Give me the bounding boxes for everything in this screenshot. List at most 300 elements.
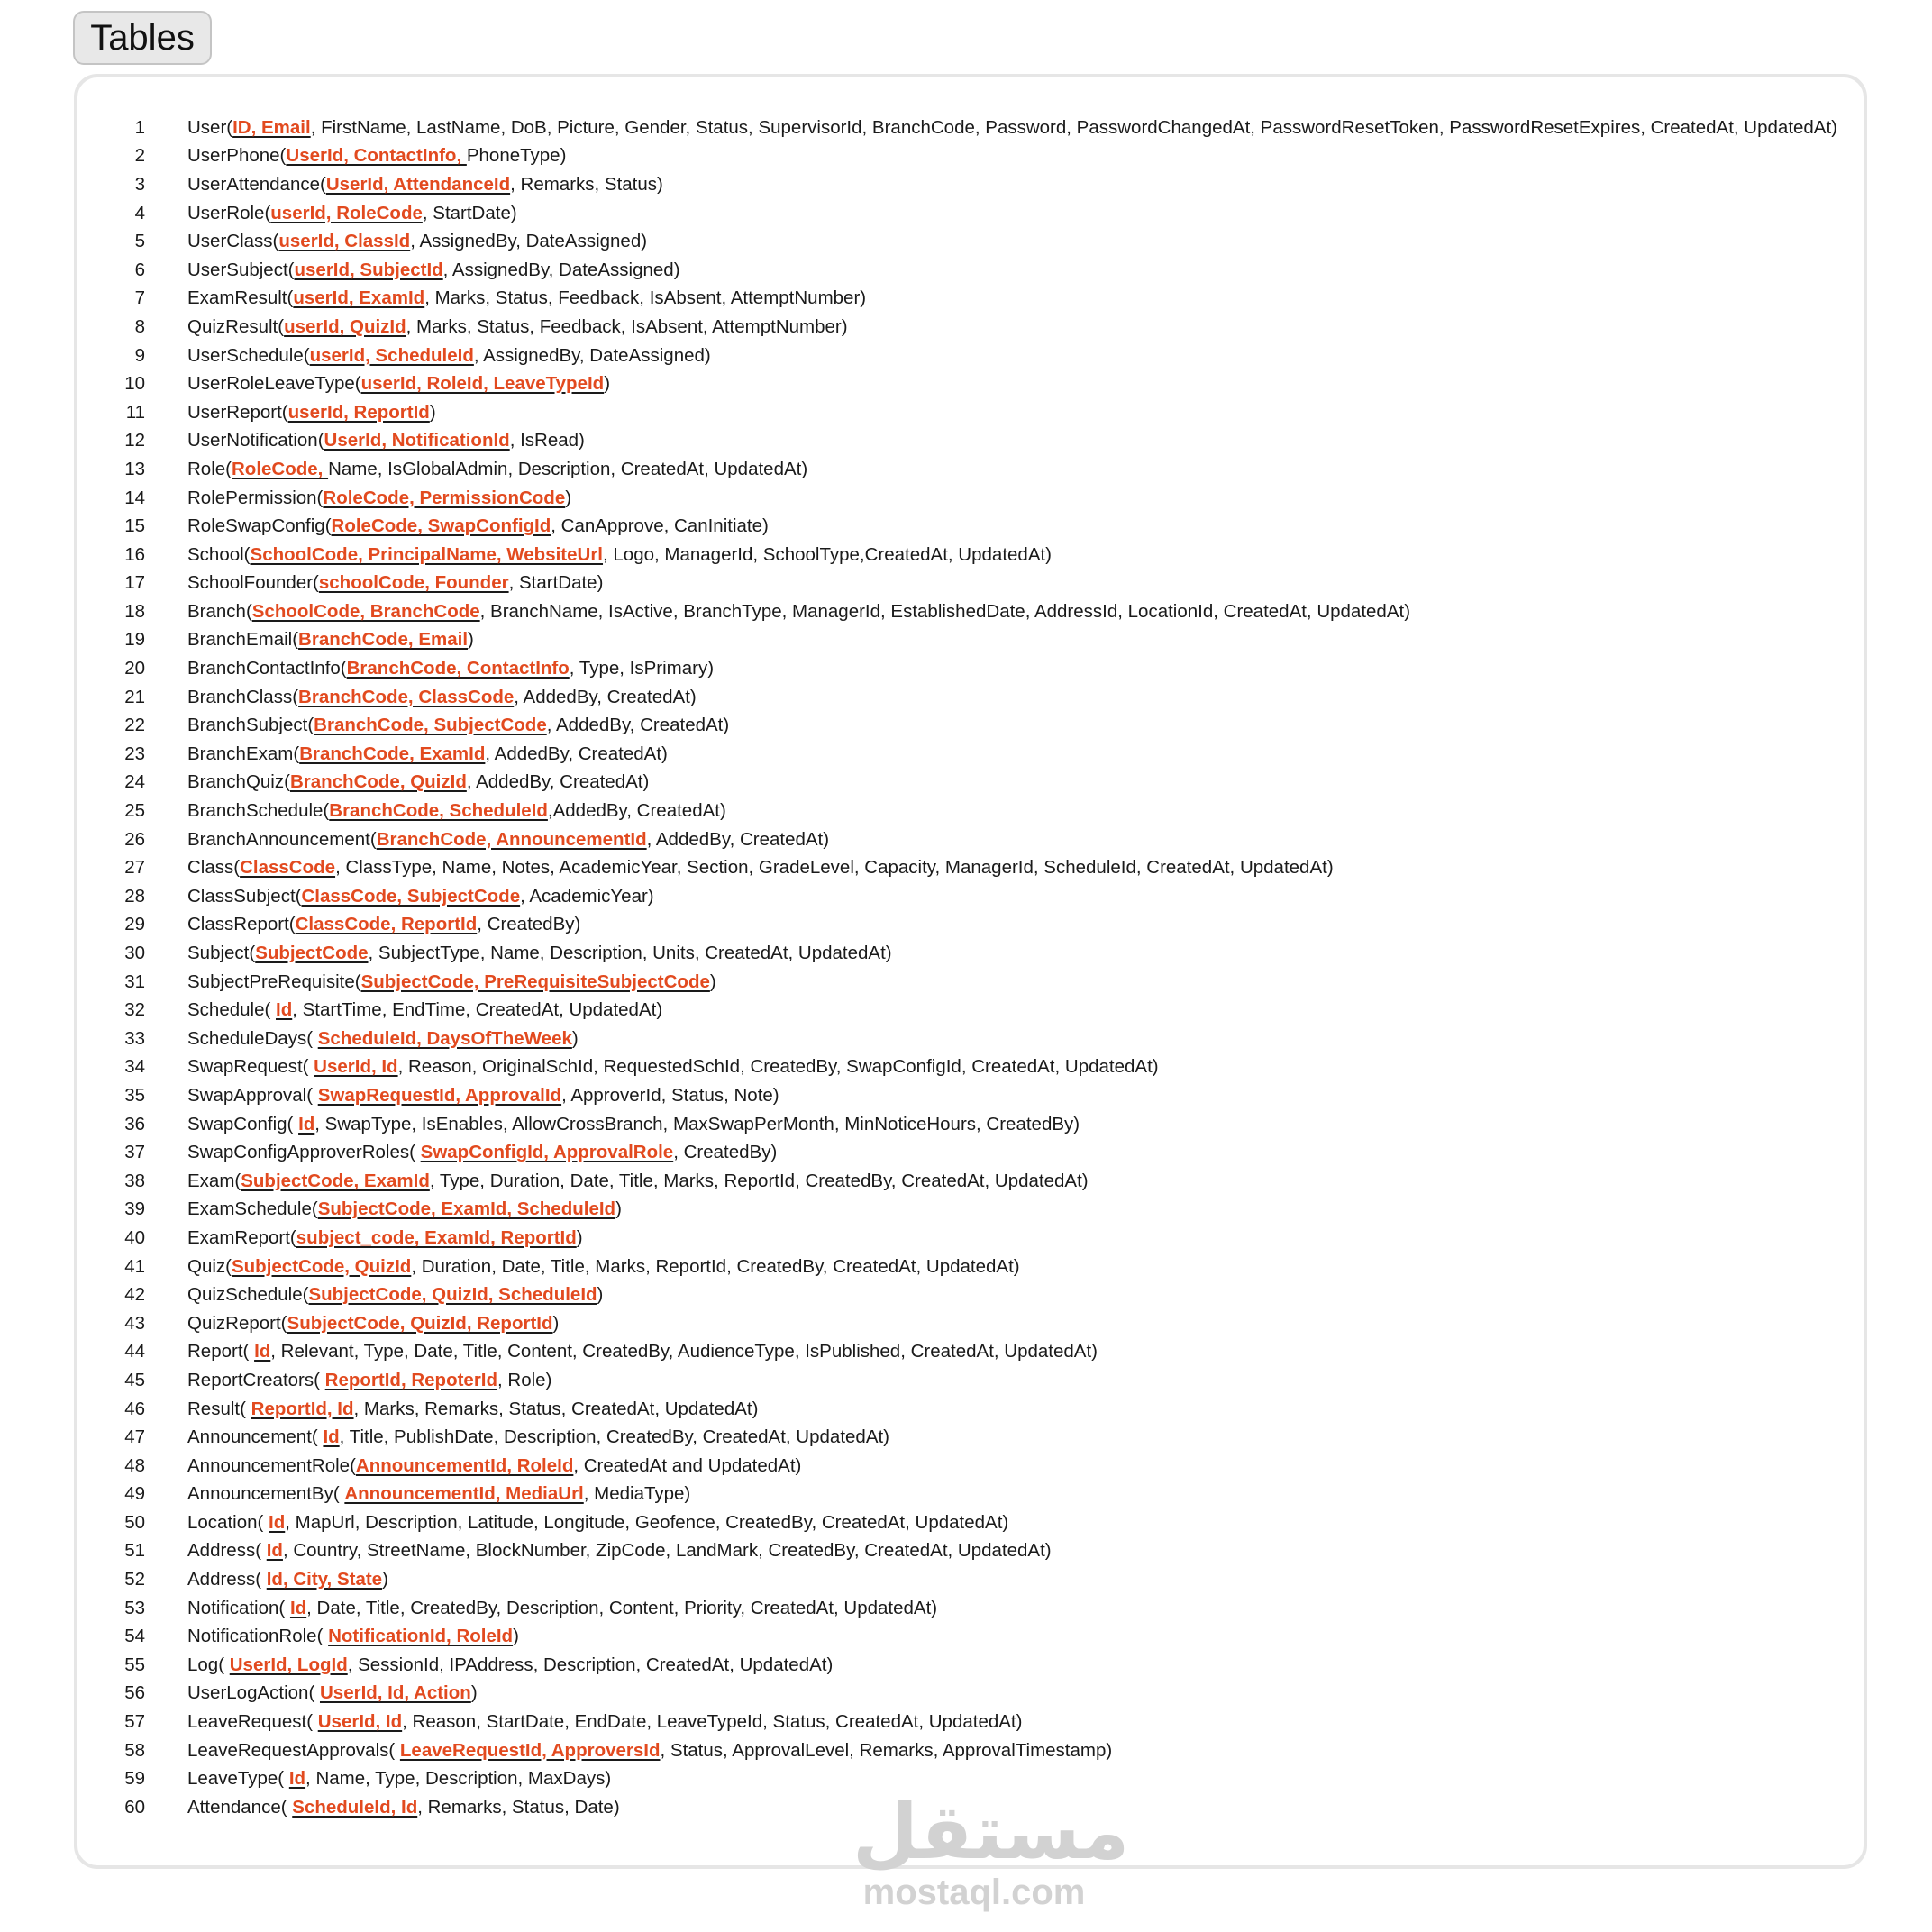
page-title: Tables bbox=[73, 11, 212, 65]
row-number: 23 bbox=[124, 743, 145, 764]
table-columns: , Remarks, Status) bbox=[510, 173, 663, 195]
table-columns: , CanApprove, CanInitiate) bbox=[551, 515, 769, 537]
table-row bbox=[77, 1338, 1864, 1367]
table-name: Class( bbox=[187, 857, 241, 879]
primary-keys: Id bbox=[266, 1540, 283, 1562]
table-row bbox=[77, 882, 1864, 911]
table-definition bbox=[187, 1455, 801, 1477]
table-name: AnnouncementRole( bbox=[187, 1454, 356, 1476]
table-name: Subject( bbox=[187, 943, 256, 964]
table-name: SwapConfigApproverRoles( bbox=[187, 1142, 421, 1163]
row-number: 44 bbox=[124, 1341, 145, 1362]
table-definition bbox=[187, 117, 1837, 139]
table-row bbox=[77, 455, 1864, 484]
watermark-arabic: مستقل bbox=[852, 1788, 1130, 1876]
watermark-domain: mostaql.com bbox=[862, 1873, 1086, 1912]
row-number: 38 bbox=[124, 1170, 145, 1191]
table-columns: Name, IsGlobalAdmin, Description, CreatedAt, UpdatedAt) bbox=[328, 458, 808, 479]
table-name: Log( bbox=[187, 1654, 230, 1675]
row-number: 40 bbox=[124, 1226, 145, 1248]
row-number: 11 bbox=[125, 401, 145, 423]
row-number: 13 bbox=[124, 458, 145, 479]
table-definition bbox=[187, 1654, 833, 1676]
row-number: 22 bbox=[124, 715, 145, 736]
table-columns: , Country, StreetName, BlockNumber, ZipCode, LandMark, CreatedBy, CreatedAt, UpdatedAt) bbox=[282, 1540, 1052, 1562]
table-definition bbox=[187, 1512, 1008, 1534]
row-number: 52 bbox=[124, 1569, 145, 1590]
primary-keys: subject_code, ExamId, ReportId bbox=[296, 1226, 577, 1248]
row-number: 27 bbox=[124, 857, 145, 879]
row-number: 3 bbox=[134, 173, 145, 195]
table-definition bbox=[187, 572, 603, 594]
table-row bbox=[77, 1651, 1864, 1680]
table-row bbox=[77, 170, 1864, 199]
tables-panel bbox=[74, 74, 1867, 1869]
table-row bbox=[77, 313, 1864, 342]
primary-keys: userId, SubjectId bbox=[294, 259, 443, 280]
primary-keys: BranchCode, ClassCode bbox=[298, 686, 515, 707]
table-definition bbox=[187, 1056, 1159, 1078]
table-definition bbox=[187, 1227, 583, 1249]
table-row bbox=[77, 227, 1864, 256]
table-columns: ) bbox=[571, 1027, 579, 1049]
table-name: SwapRequest( bbox=[187, 1056, 314, 1078]
table-definition bbox=[187, 1256, 1020, 1278]
table-row bbox=[77, 570, 1864, 598]
table-name: ExamResult( bbox=[187, 287, 294, 309]
table-name: SwapApproval( bbox=[187, 1084, 318, 1106]
table-row bbox=[77, 1452, 1864, 1481]
primary-keys: ID, Email bbox=[232, 116, 311, 138]
row-number: 29 bbox=[124, 914, 145, 935]
table-name: UserClass( bbox=[187, 231, 279, 252]
table-definition bbox=[187, 1740, 1112, 1762]
primary-keys: userId, ClassId bbox=[278, 231, 411, 252]
table-definition bbox=[187, 601, 1410, 623]
table-columns: , AddedBy, CreatedAt) bbox=[646, 828, 830, 850]
row-number: 32 bbox=[124, 999, 145, 1021]
primary-keys: SubjectCode, QuizId bbox=[231, 1255, 412, 1277]
table-row bbox=[77, 1224, 1864, 1253]
table-columns: ) bbox=[513, 1626, 519, 1647]
row-number: 33 bbox=[124, 1027, 145, 1049]
table-definition bbox=[187, 1598, 937, 1619]
primary-keys: Id bbox=[288, 1768, 306, 1790]
table-columns: ) bbox=[552, 1312, 560, 1334]
row-number: 30 bbox=[124, 943, 145, 964]
table-name: BranchQuiz( bbox=[187, 771, 290, 793]
table-columns: ) bbox=[615, 1198, 622, 1220]
table-row bbox=[77, 1565, 1864, 1594]
table-row bbox=[77, 1708, 1864, 1736]
primary-keys: SchoolCode, PrincipalName, WebsiteUrl bbox=[250, 543, 604, 565]
table-name: QuizSchedule( bbox=[187, 1284, 309, 1306]
primary-keys: LeaveRequestId, ApproversId bbox=[399, 1739, 661, 1761]
row-number: 31 bbox=[124, 971, 145, 992]
row-number: 7 bbox=[134, 287, 145, 309]
primary-keys: BranchCode, ContactInfo bbox=[346, 658, 570, 679]
row-number: 18 bbox=[124, 600, 145, 622]
row-number: 28 bbox=[124, 885, 145, 907]
table-columns: , Role) bbox=[497, 1369, 552, 1390]
table-row bbox=[77, 711, 1864, 740]
row-number: 16 bbox=[124, 543, 145, 565]
table-columns: , Duration, Date, Title, Marks, ReportId, CreatedBy, CreatedAt, UpdatedAt) bbox=[411, 1255, 1020, 1277]
table-definition bbox=[187, 1085, 779, 1107]
row-number: 5 bbox=[134, 231, 145, 252]
table-name: UserPhone( bbox=[187, 145, 287, 167]
table-name: QuizReport( bbox=[187, 1312, 287, 1334]
primary-keys: UserId, AttendanceId bbox=[325, 173, 511, 195]
table-name: UserRole( bbox=[187, 202, 271, 223]
table-columns: , StartTime, EndTime, CreatedAt, UpdatedAt) bbox=[292, 999, 663, 1021]
table-name: BranchExam( bbox=[187, 743, 300, 764]
table-name: Address( bbox=[187, 1540, 267, 1562]
table-columns: , Marks, Status, Feedback, IsAbsent, AttemptNumber) bbox=[406, 315, 848, 337]
table-row bbox=[77, 1309, 1864, 1338]
table-definition bbox=[187, 345, 711, 367]
table-row bbox=[77, 1594, 1864, 1623]
table-columns: , Reason, OriginalSchId, RequestedSchId, CreatedBy, SwapConfigId, CreatedAt, UpdatedAt) bbox=[397, 1056, 1159, 1078]
row-number: 50 bbox=[124, 1511, 145, 1533]
row-number: 46 bbox=[124, 1398, 145, 1419]
table-columns: , AssignedBy, DateAssigned) bbox=[442, 259, 680, 280]
table-definition bbox=[187, 715, 729, 736]
primary-keys: RoleCode, PermissionCode bbox=[323, 487, 566, 508]
table-columns: ) bbox=[565, 487, 572, 508]
table-row bbox=[77, 1138, 1864, 1167]
primary-keys: Id bbox=[254, 1341, 271, 1362]
row-number: 48 bbox=[124, 1454, 145, 1476]
primary-keys: SwapConfigId, ApprovalRole bbox=[420, 1142, 674, 1163]
table-columns: , AddedBy, CreatedAt) bbox=[466, 771, 650, 793]
table-columns: , Marks, Status, Feedback, IsAbsent, AttemptNumber) bbox=[424, 287, 867, 309]
row-number: 42 bbox=[124, 1284, 145, 1306]
table-name: RoleSwapConfig( bbox=[187, 515, 332, 537]
table-name: Attendance( bbox=[187, 1796, 293, 1818]
table-definition bbox=[187, 287, 866, 309]
table-columns: , Date, Title, CreatedBy, Description, Content, Priority, CreatedAt, UpdatedAt) bbox=[306, 1597, 938, 1618]
table-columns: , Marks, Remarks, Status, CreatedAt, UpdatedAt) bbox=[353, 1398, 759, 1419]
table-definition bbox=[187, 658, 714, 679]
primary-keys: AnnouncementId, RoleId bbox=[355, 1454, 574, 1476]
table-row bbox=[77, 541, 1864, 570]
table-columns: , SwapType, IsEnables, AllowCrossBranch, MaxSwapPerMonth, MinNoticeHours, CreatedBy) bbox=[314, 1113, 1080, 1135]
table-columns: , SessionId, IPAddress, Description, CreatedAt, UpdatedAt) bbox=[347, 1654, 834, 1675]
primary-keys: userId, QuizId bbox=[284, 315, 406, 337]
table-definition bbox=[187, 1313, 559, 1335]
table-name: UserLogAction( bbox=[187, 1682, 320, 1704]
table-name: BranchClass( bbox=[187, 686, 299, 707]
table-row bbox=[77, 1081, 1864, 1110]
table-definition bbox=[187, 771, 649, 793]
table-row bbox=[77, 1793, 1864, 1822]
row-number: 43 bbox=[124, 1312, 145, 1334]
primary-keys: ScheduleId, Id bbox=[292, 1796, 418, 1818]
row-number: 8 bbox=[134, 315, 145, 337]
table-name: BranchAnnouncement( bbox=[187, 828, 377, 850]
table-definition bbox=[187, 829, 829, 851]
primary-keys: BranchCode, QuizId bbox=[289, 771, 467, 793]
table-definition bbox=[187, 914, 580, 935]
row-number: 26 bbox=[124, 828, 145, 850]
table-name: Announcement( bbox=[187, 1426, 324, 1448]
primary-keys: userId, ExamId bbox=[293, 287, 425, 309]
table-name: BranchEmail( bbox=[187, 629, 299, 651]
table-row bbox=[77, 512, 1864, 541]
primary-keys: schoolCode, Founder bbox=[318, 572, 509, 594]
primary-keys: SubjectCode bbox=[255, 943, 369, 964]
primary-keys: NotificationId, RoleId bbox=[328, 1626, 514, 1647]
table-definition bbox=[187, 544, 1052, 566]
table-name: ReportCreators( bbox=[187, 1369, 325, 1390]
table-row bbox=[77, 968, 1864, 997]
table-columns: ) bbox=[576, 1226, 583, 1248]
table-row bbox=[77, 484, 1864, 513]
row-number: 51 bbox=[124, 1540, 145, 1562]
table-definition bbox=[187, 231, 647, 252]
table-columns: , MediaType) bbox=[583, 1483, 691, 1505]
table-definition bbox=[187, 1797, 620, 1818]
table-definition bbox=[187, 1284, 603, 1306]
primary-keys: RoleCode, bbox=[232, 458, 329, 479]
table-definition bbox=[187, 1399, 758, 1420]
table-definition bbox=[187, 1768, 611, 1790]
table-row bbox=[77, 1253, 1864, 1281]
table-definition bbox=[187, 515, 769, 537]
row-number: 36 bbox=[124, 1113, 145, 1135]
table-row bbox=[77, 1366, 1864, 1395]
row-number: 15 bbox=[124, 515, 145, 537]
table-columns: ,AddedBy, CreatedAt) bbox=[547, 800, 726, 822]
table-columns: , Title, PublishDate, Description, CreatedBy, CreatedAt, UpdatedAt) bbox=[339, 1426, 890, 1448]
table-definition bbox=[187, 1483, 690, 1505]
table-columns: , ClassType, Name, Notes, AcademicYear, Section, GradeLevel, Capacity, ManagerId, ScheduleId, CreatedAt, UpdatedAt) bbox=[335, 857, 1334, 879]
table-definition bbox=[187, 971, 716, 993]
table-row bbox=[77, 1481, 1864, 1509]
row-number: 39 bbox=[124, 1198, 145, 1220]
row-number: 55 bbox=[124, 1654, 145, 1675]
table-name: LeaveType( bbox=[187, 1768, 289, 1790]
primary-keys: ReportId, Id bbox=[251, 1398, 354, 1419]
primary-keys: SchoolCode, BranchCode bbox=[251, 600, 480, 622]
table-row bbox=[77, 996, 1864, 1025]
table-columns: , CreatedBy) bbox=[477, 914, 581, 935]
table-row bbox=[77, 427, 1864, 456]
row-number: 54 bbox=[124, 1626, 145, 1647]
row-number: 49 bbox=[124, 1483, 145, 1505]
table-name: Report( bbox=[187, 1341, 255, 1362]
table-columns: PhoneType) bbox=[466, 145, 567, 167]
table-row bbox=[77, 769, 1864, 797]
row-number: 9 bbox=[134, 344, 145, 366]
row-number: 45 bbox=[124, 1369, 145, 1390]
table-row bbox=[77, 114, 1864, 142]
primary-keys: userId, ScheduleId bbox=[309, 344, 474, 366]
row-number: 14 bbox=[124, 487, 145, 508]
table-name: UserAttendance( bbox=[187, 173, 326, 195]
primary-keys: BranchCode, ScheduleId bbox=[329, 800, 548, 822]
row-number: 4 bbox=[134, 202, 145, 223]
table-row bbox=[77, 1622, 1864, 1651]
table-columns: , Relevant, Type, Date, Title, Content, CreatedBy, AudienceType, IsPublished, CreatedAt, UpdatedAt) bbox=[270, 1341, 1098, 1362]
table-definition bbox=[187, 1569, 388, 1590]
primary-keys: Id bbox=[298, 1113, 315, 1135]
table-row bbox=[77, 1167, 1864, 1196]
table-name: LeaveRequestApprovals( bbox=[187, 1739, 400, 1761]
primary-keys: RoleCode, SwapConfigId bbox=[331, 515, 551, 537]
table-name: User( bbox=[187, 116, 233, 138]
primary-keys: Id, City, State bbox=[266, 1569, 383, 1590]
primary-keys: BranchCode, ExamId bbox=[299, 743, 486, 764]
table-columns: , Logo, ManagerId, SchoolType,CreatedAt, UpdatedAt) bbox=[603, 543, 1053, 565]
table-columns: ) bbox=[604, 373, 611, 395]
table-definition bbox=[187, 430, 585, 451]
primary-keys: UserId, ContactInfo, bbox=[286, 145, 467, 167]
row-number: 35 bbox=[124, 1084, 145, 1106]
primary-keys: Id bbox=[276, 999, 293, 1021]
table-definition bbox=[187, 402, 436, 424]
table-columns: ) bbox=[709, 971, 716, 992]
table-columns: ) bbox=[382, 1569, 388, 1590]
table-name: Schedule( bbox=[187, 999, 277, 1021]
table-definition bbox=[187, 1028, 579, 1050]
table-columns: , CreatedAt and UpdatedAt) bbox=[573, 1454, 802, 1476]
table-name: Branch( bbox=[187, 600, 252, 622]
primary-keys: Id bbox=[289, 1597, 307, 1618]
table-row bbox=[77, 740, 1864, 769]
table-row bbox=[77, 199, 1864, 228]
table-definition bbox=[187, 943, 892, 964]
row-number: 59 bbox=[124, 1768, 145, 1790]
table-name: ExamReport( bbox=[187, 1226, 296, 1248]
row-number: 37 bbox=[124, 1142, 145, 1163]
table-name: School( bbox=[187, 543, 251, 565]
table-name: Quiz( bbox=[187, 1255, 232, 1277]
table-columns: , Type, Duration, Date, Title, Marks, ReportId, CreatedBy, CreatedAt, UpdatedAt) bbox=[429, 1170, 1089, 1191]
primary-keys: Id bbox=[269, 1511, 286, 1533]
table-row bbox=[77, 1110, 1864, 1139]
table-columns: , AcademicYear) bbox=[520, 885, 654, 907]
row-number: 24 bbox=[124, 771, 145, 793]
table-definition bbox=[187, 459, 807, 480]
table-definition bbox=[187, 373, 610, 395]
row-number: 6 bbox=[134, 259, 145, 280]
table-columns: , ApproverId, Status, Note) bbox=[561, 1084, 779, 1106]
row-number: 10 bbox=[124, 373, 145, 395]
table-columns: , BranchName, IsActive, BranchType, ManagerId, EstablishedDate, AddressId, LocationId, CreatedAt, UpdatedAt) bbox=[479, 600, 1411, 622]
table-row bbox=[77, 1025, 1864, 1053]
table-columns: , CreatedBy) bbox=[673, 1142, 778, 1163]
table-row bbox=[77, 939, 1864, 968]
table-definition bbox=[187, 743, 668, 765]
primary-keys: SubjectCode, ExamId bbox=[241, 1170, 430, 1191]
table-columns: ) bbox=[597, 1284, 604, 1306]
table-columns: ) bbox=[470, 1682, 478, 1704]
row-number: 57 bbox=[124, 1711, 145, 1733]
row-number: 12 bbox=[124, 430, 145, 451]
table-row bbox=[77, 825, 1864, 854]
primary-keys: SwapRequestId, ApprovalId bbox=[317, 1084, 562, 1106]
table-columns: , Reason, StartDate, EndDate, LeaveTypeId, Status, CreatedAt, UpdatedAt) bbox=[402, 1711, 1023, 1733]
table-columns: , StartDate) bbox=[422, 202, 517, 223]
table-name: AnnouncementBy( bbox=[187, 1483, 345, 1505]
table-columns: , Status, ApprovalLevel, Remarks, ApprovalTimestamp) bbox=[660, 1739, 1113, 1761]
table-definition bbox=[187, 1341, 1098, 1362]
primary-keys: AnnouncementId, MediaUrl bbox=[344, 1483, 584, 1505]
primary-keys: UserId, LogId bbox=[229, 1654, 348, 1675]
table-row bbox=[77, 256, 1864, 285]
tables-list bbox=[77, 114, 1864, 1822]
table-name: RolePermission( bbox=[187, 487, 324, 508]
primary-keys: UserId, Id, Action bbox=[319, 1682, 471, 1704]
table-definition bbox=[187, 145, 566, 167]
table-definition bbox=[187, 1626, 519, 1647]
table-columns: , MapUrl, Description, Latitude, Longitude, Geofence, CreatedBy, CreatedAt, UpdatedAt) bbox=[285, 1511, 1009, 1533]
table-row bbox=[77, 1508, 1864, 1537]
table-columns: , AssignedBy, DateAssigned) bbox=[410, 231, 648, 252]
table-columns: , Type, IsPrimary) bbox=[569, 658, 715, 679]
table-name: Location( bbox=[187, 1511, 269, 1533]
table-name: Exam( bbox=[187, 1170, 242, 1191]
table-definition bbox=[187, 1114, 1080, 1135]
table-row bbox=[77, 1537, 1864, 1566]
row-number: 21 bbox=[124, 686, 145, 707]
table-row bbox=[77, 1736, 1864, 1765]
row-number: 56 bbox=[124, 1682, 145, 1704]
row-number: 2 bbox=[134, 145, 145, 167]
table-columns: , AddedBy, CreatedAt) bbox=[514, 686, 697, 707]
table-definition bbox=[187, 1682, 478, 1704]
table-row bbox=[77, 1395, 1864, 1424]
table-row bbox=[77, 597, 1864, 626]
table-row bbox=[77, 683, 1864, 712]
table-columns: ) bbox=[429, 401, 436, 423]
table-name: BranchSchedule( bbox=[187, 800, 330, 822]
primary-keys: userId, RoleId, LeaveTypeId bbox=[360, 373, 605, 395]
table-definition bbox=[187, 800, 726, 822]
row-number: 19 bbox=[124, 629, 145, 651]
table-row bbox=[77, 1280, 1864, 1309]
table-columns: , IsRead) bbox=[509, 430, 585, 451]
table-columns: , AddedBy, CreatedAt) bbox=[485, 743, 668, 764]
table-name: QuizResult( bbox=[187, 315, 285, 337]
table-name: UserReport( bbox=[187, 401, 288, 423]
row-number: 41 bbox=[124, 1255, 145, 1277]
table-definition bbox=[187, 1426, 889, 1448]
table-row bbox=[77, 1196, 1864, 1225]
primary-keys: userId, RoleCode bbox=[270, 202, 423, 223]
table-row bbox=[77, 398, 1864, 427]
table-definition bbox=[187, 174, 663, 196]
table-name: BranchContactInfo( bbox=[187, 658, 347, 679]
primary-keys: BranchCode, SubjectCode bbox=[314, 715, 547, 736]
row-number: 20 bbox=[124, 658, 145, 679]
table-definition bbox=[187, 886, 654, 907]
table-name: Notification( bbox=[187, 1597, 290, 1618]
table-name: ExamSchedule( bbox=[187, 1198, 318, 1220]
table-name: UserSchedule( bbox=[187, 344, 310, 366]
table-row bbox=[77, 142, 1864, 171]
table-columns: , AssignedBy, DateAssigned) bbox=[473, 344, 711, 366]
table-definition bbox=[187, 1711, 1022, 1733]
table-definition bbox=[187, 260, 680, 281]
row-number: 34 bbox=[124, 1056, 145, 1078]
row-number: 60 bbox=[124, 1796, 145, 1818]
table-definition bbox=[187, 857, 1334, 879]
row-number: 1 bbox=[134, 116, 145, 138]
table-row bbox=[77, 1680, 1864, 1709]
